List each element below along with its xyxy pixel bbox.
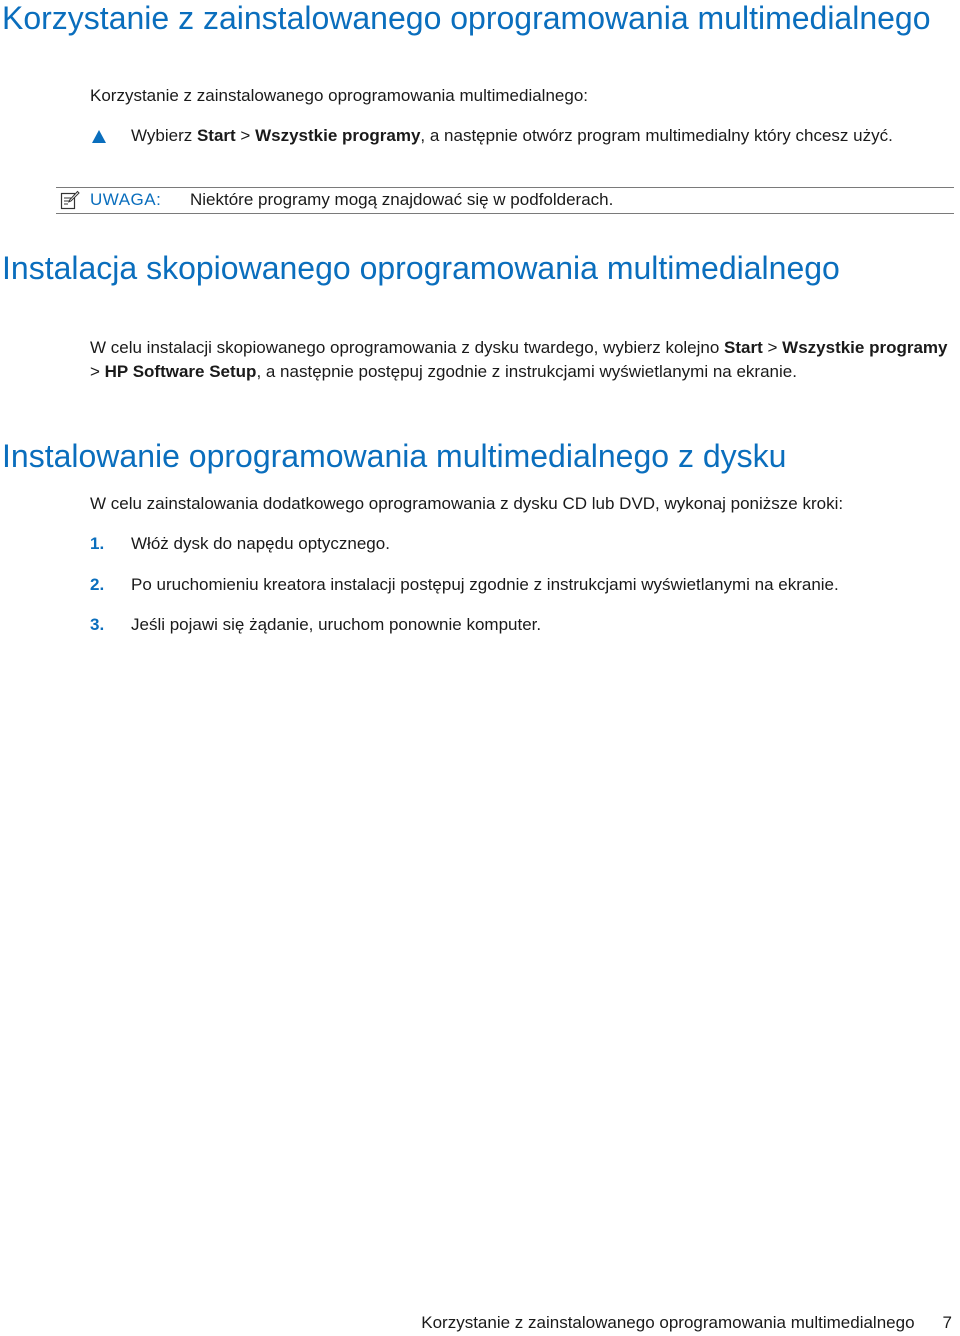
section-heading-using-software: Korzystanie z zainstalowanego oprogramowania multimedialnego (2, 0, 931, 36)
list-item-number: 2. (90, 575, 105, 594)
step-instruction: Wybierz Start > Wszystkie programy, a następnie otwórz program multimedialny który chcesz użyć. (131, 126, 893, 145)
footer-running-title: Korzystanie z zainstalowanego oprogramowania multimedialnego (421, 1313, 915, 1332)
note-pencil-icon (60, 190, 80, 210)
list-item-number: 3. (90, 615, 105, 634)
list-item-text: Po uruchomieniu kreatora instalacji postępuj zgodnie z instrukcjami wyświetlanymi na ekranie. (131, 575, 839, 594)
note-text: Niektóre programy mogą znajdować się w podfolderach. (190, 190, 614, 209)
section3-intro: W celu zainstalowania dodatkowego oprogramowania z dysku CD lub DVD, wykonaj poniższe kroki: (90, 494, 844, 513)
note-label: UWAGA: (90, 190, 162, 209)
list-item-number: 1. (90, 534, 105, 553)
section-heading-install-from-disc: Instalowanie oprogramowania multimedialnego z dysku (2, 438, 787, 474)
section2-paragraph: W celu instalacji skopiowanego oprogramowania z dysku twardego, wybierz kolejno Start > Wszystkie programy > HP Software Setup, a następnie postępuj zgodnie z instrukcjami wyświetlanymi na ekranie. (90, 338, 948, 381)
note-top-rule (56, 187, 954, 188)
section-heading-install-copied: Instalacja skopiowanego oprogramowania multimedialnego (2, 250, 840, 286)
section1-intro: Korzystanie z zainstalowanego oprogramowania multimedialnego: (90, 86, 588, 105)
note-bottom-rule (56, 213, 954, 214)
list-item-text: Jeśli pojawi się żądanie, uruchom ponownie komputer. (131, 615, 542, 634)
page-footer (421, 1312, 952, 1334)
list-item-text: Włóż dysk do napędu optycznego. (131, 534, 390, 553)
page-number: 7 (942, 1313, 952, 1332)
triangle-bullet-icon (92, 130, 106, 143)
